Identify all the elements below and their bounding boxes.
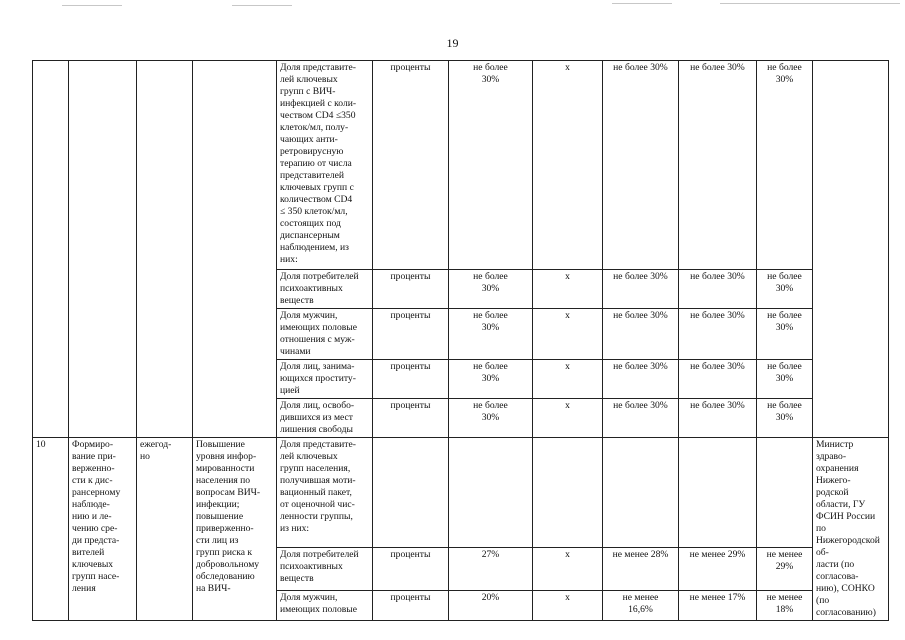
scan-artifact	[232, 5, 292, 6]
result-cell: Повышение уровня инфор- мированности населения по вопросам ВИЧ- инфекции; повышение приверженно- сти лиц из групп риска к добровольному обследованию на ВИЧ-	[193, 438, 277, 621]
indicator-cell: Доля мужчин, имеющих половые отношения с муж- чинами	[277, 309, 373, 360]
unit-cell	[373, 438, 449, 548]
value-cell: не более 30%	[449, 399, 533, 438]
value-cell: не более 30%	[757, 61, 813, 270]
table-row	[33, 438, 889, 548]
value-cell: не менее 16,6%	[603, 591, 679, 621]
scan-artifact	[612, 3, 672, 4]
value-cell	[449, 438, 533, 548]
value-cell: не более 30%	[603, 360, 679, 399]
num-cell: 10	[33, 438, 69, 621]
value-cell	[533, 438, 603, 548]
unit-cell: проценты	[373, 399, 449, 438]
value-cell: не менее 28%	[603, 548, 679, 591]
value-cell: не более 30%	[679, 309, 757, 360]
page-number: 19	[446, 36, 459, 50]
responsible-cell	[813, 61, 889, 438]
value-cell: не более 30%	[679, 61, 757, 270]
value-cell: не более 30%	[679, 360, 757, 399]
value-cell	[603, 438, 679, 548]
value-cell: х	[533, 591, 603, 621]
value-cell: не более 30%	[757, 270, 813, 309]
num-cell	[33, 61, 69, 438]
value-cell: х	[533, 61, 603, 270]
event-cell	[69, 61, 137, 438]
value-cell: не более 30%	[757, 399, 813, 438]
value-cell: х	[533, 399, 603, 438]
value-cell: не более 30%	[603, 61, 679, 270]
value-cell: не менее 17%	[679, 591, 757, 621]
event-cell: Формиро- вание при- верженно- сти к дис- pансерному наблюде- нию и ле- чению сре- ди предста- вителей ключевых групп насе- ления	[69, 438, 137, 621]
value-cell: х	[533, 270, 603, 309]
value-cell	[757, 438, 813, 548]
unit-cell: проценты	[373, 548, 449, 591]
value-cell: не более 30%	[449, 270, 533, 309]
value-cell: не более 30%	[603, 270, 679, 309]
value-cell: не менее 29%	[679, 548, 757, 591]
value-cell: не более 30%	[603, 399, 679, 438]
result-cell	[193, 61, 277, 438]
indicator-cell: Доля представите- лей ключевых групп с ВИЧ- инфекцией с коли- чеством CD4 ≤350 клеток/мл, полу- чающих анти- ретровирусную терапию от числа представителей ключевых групп с количеством CD4 ≤ 350 клеток/мл, состоящих под диспансерным наблюдением, из них:	[277, 61, 373, 270]
value-cell: не более 30%	[603, 309, 679, 360]
responsible-cell: Министр здраво- охранения Нижего- родской области, ГУ ФСИН России по Нижегородской об- ласти (по согласова- нию), СОНКО (по согласованию)	[813, 438, 889, 621]
indicator-cell: Доля представите- лей ключевых групп населения, получившая моти- вационный пакет, от оценочной чис- ленности группы, из них:	[277, 438, 373, 548]
value-cell: не более 30%	[757, 309, 813, 360]
unit-cell: проценты	[373, 270, 449, 309]
scan-artifact	[62, 5, 122, 6]
value-cell: х	[533, 360, 603, 399]
value-cell: не более 30%	[449, 360, 533, 399]
value-cell: не более 30%	[449, 309, 533, 360]
unit-cell: проценты	[373, 591, 449, 621]
value-cell: не менее 18%	[757, 591, 813, 621]
value-cell: не менее 29%	[757, 548, 813, 591]
measures-table	[32, 60, 889, 621]
indicator-cell: Доля лиц, освобо- дившихся из мест лишения свободы	[277, 399, 373, 438]
value-cell: не более 30%	[679, 399, 757, 438]
indicator-cell: Доля мужчин, имеющих половые	[277, 591, 373, 621]
table-row	[33, 61, 889, 270]
indicator-cell: Доля потребителей психоактивных веществ	[277, 548, 373, 591]
unit-cell: проценты	[373, 309, 449, 360]
scan-artifact	[720, 3, 900, 4]
period-cell: ежегод- но	[137, 438, 193, 621]
value-cell: х	[533, 309, 603, 360]
value-cell	[679, 438, 757, 548]
value-cell: 27%	[449, 548, 533, 591]
value-cell: 20%	[449, 591, 533, 621]
unit-cell: проценты	[373, 360, 449, 399]
indicator-cell: Доля потребителей психоактивных веществ	[277, 270, 373, 309]
period-cell	[137, 61, 193, 438]
value-cell: не более 30%	[449, 61, 533, 270]
indicator-cell: Доля лиц, занима- ющихся проститу- цией	[277, 360, 373, 399]
value-cell: не более 30%	[757, 360, 813, 399]
value-cell: не более 30%	[679, 270, 757, 309]
unit-cell: проценты	[373, 61, 449, 270]
value-cell: х	[533, 548, 603, 591]
